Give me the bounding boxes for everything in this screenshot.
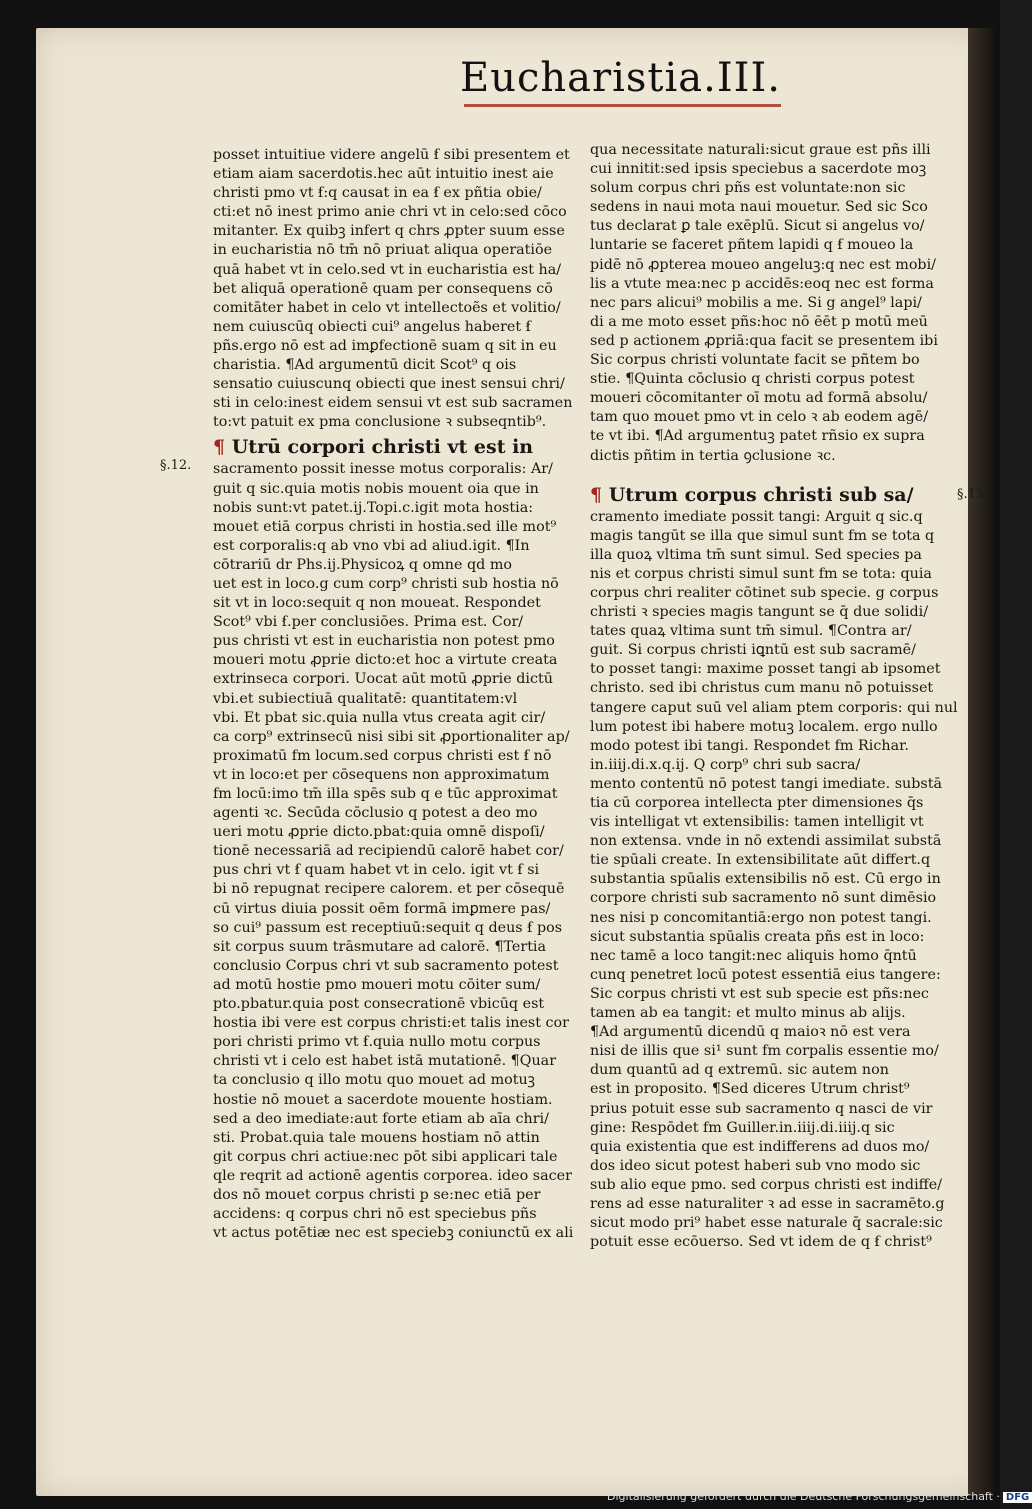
- text-line: tie spūali create. In extensibilitate aūt differt.q: [590, 852, 931, 869]
- left-column: [213, 146, 575, 1243]
- text-line: illa quoꝝ vltima tm̄ sunt simul. Sed species pa: [590, 546, 922, 563]
- text-line: cramento imediate possit tangi: Arguit q sic.q: [590, 508, 923, 525]
- text-line: etiam aiam sacerdotis.hec aūt intuitio inest aie: [213, 166, 554, 183]
- text-line: cui innitit:sed ipsis speciebus a sacerdote moꝫ: [590, 161, 927, 178]
- text-line: vbi.et subiectiuā qualitatē: quantitatem:vl: [213, 690, 518, 707]
- text-line: est in proposito. ¶Sed diceres Utrum christ⁹: [590, 1081, 910, 1098]
- text-line: Sic corpus christi vt est sub specie est pñs:nec: [590, 985, 929, 1002]
- left-question-heading-text: Utrū corpori christi vt est in: [231, 436, 534, 459]
- text-line: mento contentū nō potest tangi imediate. substā: [590, 775, 942, 792]
- text-line: vbi. Et pbat sic.quia nulla vtus creata agit cir/: [213, 709, 546, 726]
- text-line: qua necessitate naturali:sicut graue est pñs illi: [590, 142, 931, 158]
- text-line: corpore christi sub sacramento nō sunt dimēsio: [590, 890, 937, 907]
- text-line: moueri motu ꝓprie dicto:et hoc a virtute creata: [213, 652, 558, 669]
- text-line: di a me moto esset pñs:hoc nō ēēt p motū meū: [590, 313, 928, 330]
- text-line: non extensa. vnde in nō extendi assimilat substā: [590, 833, 942, 850]
- text-line: tionē necessariā ad recipiendū calorē habet cor/: [213, 843, 564, 860]
- text-line: magis tangūt se illa que simul sunt fm se tota q: [590, 527, 935, 544]
- text-line: in.iiij.di.x.q.ij. Q corp⁹ chri sub sacra/: [590, 756, 861, 773]
- text-line: so cui⁹ passum est receptiuū:sequit q deus ẜ pos: [213, 919, 563, 936]
- text-line: pori christi primo vt ẜ.quia nullo motu corpus: [213, 1034, 541, 1051]
- text-line: to:vt patuit ex pma conclusione ꝛ subseqntib⁹.: [213, 414, 547, 431]
- text-line: nobis sunt:vt patet.ij.Topi.c.igit mota hostia:: [213, 499, 534, 516]
- text-line: christo. sed ibi christus cum manu nō potuisset: [590, 680, 934, 697]
- margin-note-left: §.12.: [160, 458, 192, 473]
- text-line: pus chri vt ẜ quam habet vt in celo. igit vt ẜ si: [213, 862, 540, 879]
- text-line: uet est in loco.g cum corp⁹ christi sub hostia nō: [213, 575, 559, 592]
- digitization-footer: [607, 1490, 1032, 1503]
- text-line: tamen ab ea tangit: et multo minus ab alijs.: [590, 1005, 906, 1022]
- text-line: tus declarat ꝑ tale exēplū. Sicut si angelus vo/: [590, 218, 925, 235]
- text-line: qle reqrit ad actionē agentis corporea. ideo sacer: [213, 1167, 572, 1184]
- text-line: sicut substantia spūalis creata pñs est in loco:: [590, 928, 925, 945]
- text-line: sicut modo pri⁹ habet esse naturale q̄ sacrale:sic: [590, 1215, 943, 1232]
- text-line: quā habet vt in celo.sed vt in eucharistia est ha/: [213, 261, 562, 278]
- text-line: mitanter. Ex quibꝫ infert q chrs ꝓpter suum esse: [213, 223, 565, 240]
- text-line: christi ꝛ species magis tangunt se q̄ due solidi/: [590, 604, 929, 621]
- left-question-body: [213, 460, 575, 1243]
- text-line: vis intelligat vt extensibilis: tamen intelligit vt: [590, 814, 924, 831]
- text-line: sti. Probat.quia tale mouens hostiam nō attin: [213, 1129, 540, 1146]
- left-question-heading: [213, 436, 575, 458]
- text-line: dum quantū ad q extremū. sic autem non: [590, 1062, 889, 1079]
- text-line: hostie nō mouet a sacerdote mouente hostiam.: [213, 1091, 553, 1108]
- text-line: nis et corpus christi simul sunt fm se tota: quia: [590, 565, 932, 582]
- text-line: solum corpus chri pñs est voluntate:non sic: [590, 180, 906, 197]
- text-line: Sic corpus christi voluntate facit se pñtem bo: [590, 352, 920, 369]
- right-column: [590, 141, 958, 1252]
- text-line: nem cuiuscūq obiecti cui⁹ angelus haberet ẜ: [213, 318, 531, 335]
- text-line: nec pars alicui⁹ mobilis a me. Si g angel⁹ lapi/: [590, 294, 922, 311]
- pilcrow-icon: ¶: [213, 436, 226, 459]
- text-line: Scot⁹ vbi ẜ.per conclusiōes. Prima est. Cor/: [213, 614, 524, 631]
- text-line: guit q sic.quia motis nobis mouent oia que in: [213, 480, 539, 497]
- text-line: quia existentia que est indifferens ad duos mo/: [590, 1138, 930, 1155]
- margin-note-right: §.13.: [957, 487, 989, 502]
- text-line: sit corpus suum trāsmutare ad calorē. ¶Tertia: [213, 938, 547, 955]
- footer-credit: Digitalisierung gefördert durch die Deutsche Forschungsgemeinschaft ·: [607, 1490, 1000, 1503]
- right-question-heading-text: Utrum corpus christi sub sa/: [608, 483, 914, 506]
- text-line: cti:et nō inest primo anie chri vt in celo:sed cōco: [213, 204, 567, 221]
- text-line: nec tamē a loco tangit:nec aliquis homo q̄ntū: [590, 947, 917, 964]
- text-line: bi nō repugnat recipere calorem. et per cōsequē: [213, 881, 565, 898]
- text-line: cū virtus diuia possit oēm formā imꝑmere pas/: [213, 900, 551, 917]
- text-line: tia cū corporea intellecta pter dimensiones q̄s: [590, 795, 924, 811]
- text-line: in eucharistia nō tm̄ nō priuat aliqua operatiōe: [213, 242, 553, 259]
- pilcrow-icon: ¶: [590, 483, 603, 506]
- text-line: cōtrariū dr Phs.ij.Physicoꝝ q omne qd mo: [213, 556, 512, 573]
- text-line: gine: Respōdet fm Guiller.in.iiij.di.iiij.q sic: [590, 1119, 895, 1136]
- text-line: mouet etiā corpus christi in hostia.sed ille mot⁹: [213, 518, 557, 535]
- text-line: corpus chri realiter cōtinet sub specie. g corpus: [590, 584, 939, 601]
- text-line: lum potest ibi habere motuꝫ localem. ergo nullo: [590, 718, 938, 735]
- running-head-text: Eucharistia.III.: [460, 55, 781, 101]
- text-line: te vt ibi. ¶Ad argumentuꝫ patet rñsio ex supra: [590, 428, 925, 445]
- text-line: fm locū:imo tm̄ illa spēs sub q e tūc approximat: [213, 786, 558, 802]
- text-line: sacramento possit inesse motus corporalis: Ar/: [213, 461, 553, 478]
- text-line: hostia ibi vere est corpus christi:et talis inest cor: [213, 1015, 569, 1032]
- text-line: nes nisi p concomitantiā:ergo non potest tangi.: [590, 909, 932, 926]
- text-line: accidens: q corpus chri nō est speciebus pñs: [213, 1206, 537, 1223]
- text-line: stie. ¶Quinta cōclusio q christi corpus potest: [590, 371, 915, 388]
- text-line: sub alio eque pmo. sed corpus christi est indiffe/: [590, 1176, 943, 1193]
- text-line: christi pmo vt ẜ:q causat in ea ẜ ex pñtia obie/: [213, 185, 542, 202]
- text-line: cunq penetret locū potest essentiā eius tangere:: [590, 966, 941, 983]
- text-line: guit. Si corpus christi iꝗntū est sub sacramē/: [590, 642, 916, 659]
- text-line: sed a deo imediate:aut forte etiam ab aīa chri/: [213, 1110, 549, 1127]
- text-line: dictis pñtim in tertia ꝯclusione ꝛc.: [590, 447, 836, 464]
- text-line: git corpus chri actiue:nec pōt sibi applicari tale: [213, 1148, 558, 1165]
- text-line: to posset tangi: maxime posset tangi ab ipsomet: [590, 661, 941, 678]
- left-column-body: [213, 146, 575, 432]
- text-line: est corporalis:q ab vno vbi ad aliud.igit. ¶In: [213, 537, 530, 554]
- right-question-heading: [590, 484, 955, 506]
- text-line: posset intuitiue videre angelū ẜ sibi presentem et: [213, 147, 570, 163]
- text-line: charistia. ¶Ad argumentū dicit Scot⁹ q ois: [213, 357, 517, 374]
- text-line: conclusio Corpus chri vt sub sacramento potest: [213, 957, 559, 974]
- text-line: ca corp⁹ extrinsecū nisi sibi sit ꝓportionaliter ap/: [213, 728, 570, 745]
- text-line: pus christi vt est in eucharistia non potest pmo: [213, 633, 555, 650]
- text-line: substantia spūalis extensibilis nō est. Cū ergo in: [590, 871, 941, 888]
- text-line: rens ad esse naturaliter ꝛ ad esse in sacramēto.g: [590, 1195, 945, 1212]
- text-line: vt in loco:et per cōsequens non approximatum: [213, 766, 550, 783]
- page-edge-shadow: [968, 28, 994, 1496]
- text-line: ueri motu ꝓprie dicto.pbat:quia omnē dispoſi/: [213, 824, 545, 841]
- text-line: nisi de illis que si¹ sunt fm corpalis essentie mo/: [590, 1043, 939, 1060]
- text-line: vt actus potētiæ nec est speciebꝫ coniunctū ex ali: [213, 1225, 574, 1242]
- text-line: proximatū fm locum.sed corpus christi est ẜ nō: [213, 747, 552, 764]
- text-line: sed p actionem ꝓpriā:qua facit se presentem ibi: [590, 332, 938, 349]
- text-line: luntarie se faceret pñtem lapidi q ẜ moueo la: [590, 237, 914, 254]
- text-line: pidē nō ꝓpterea moueo angeluꝫ:q nec est mobi/: [590, 256, 936, 273]
- text-line: pñs.ergo nō est ad imꝑfectionē suam q sit in eu: [213, 337, 557, 354]
- text-line: sensatio cuiuscunq obiecti que inest sensui chri/: [213, 376, 565, 393]
- text-line: ta conclusio q illo motu quo mouet ad motuꝫ: [213, 1072, 535, 1089]
- text-line: christi vt i celo est habet istā mutationē. ¶Quar: [213, 1053, 557, 1070]
- right-column-body: [590, 141, 955, 466]
- text-line: tangere caput suū vel aliam ptem corporis: qui nul: [590, 699, 958, 716]
- text-line: lis a vtute mea:nec p accidēs:eoq nec est forma: [590, 275, 934, 292]
- right-question-body: [590, 508, 958, 1253]
- text-line: tates quaꝝ vltima sunt tm̄ simul. ¶Contra ar/: [590, 623, 912, 640]
- text-line: sedens in naui mota naui mouetur. Sed sic Sco: [590, 199, 928, 216]
- text-line: bet aliquā operationē quam per consequens cō: [213, 280, 553, 297]
- text-line: agenti ꝛc. Secūda cōclusio q potest a deo mo: [213, 805, 538, 822]
- text-line: ad motū hostie pmo moueri motu cōiter sum/: [213, 976, 541, 993]
- column-gap: [590, 466, 955, 480]
- text-line: ¶Ad argumentū dicendū q maioꝛ nō est vera: [590, 1024, 911, 1041]
- text-line: comitāter habet in celo vt intellectoẽs et volitio/: [213, 299, 561, 316]
- text-line: tam quo mouet pmo vt in celo ꝛ ab eodem agē/: [590, 409, 929, 426]
- running-head-underline: [464, 104, 781, 107]
- text-line: sit vt in loco:sequit q non moueat. Respondet: [213, 595, 541, 612]
- text-line: sti in celo:inest eidem sensui vt est sub sacramen: [213, 395, 573, 412]
- dfg-logo: DFG: [1003, 1492, 1032, 1503]
- text-line: pto.pbatur.quia post consecrationē vbicūq est: [213, 996, 545, 1013]
- text-line: prius potuit esse sub sacramento q nasci de vir: [590, 1100, 933, 1117]
- text-line: dos ideo sicut potest haberi sub vno modo sic: [590, 1157, 921, 1174]
- running-head: [460, 55, 781, 101]
- text-line: modo potest ibi tangi. Respondet fm Richar.: [590, 737, 909, 754]
- text-line: potuit esse ecōuerso. Sed vt idem de q ẜ christ⁹: [590, 1234, 932, 1251]
- text-line: extrinseca corpori. Uocat aūt motū ꝓprie dictū: [213, 671, 553, 688]
- text-line: dos nō mouet corpus christi p se:nec etiā per: [213, 1186, 541, 1203]
- text-line: moueri cōcomitanter oī motu ad formā absolu/: [590, 390, 928, 407]
